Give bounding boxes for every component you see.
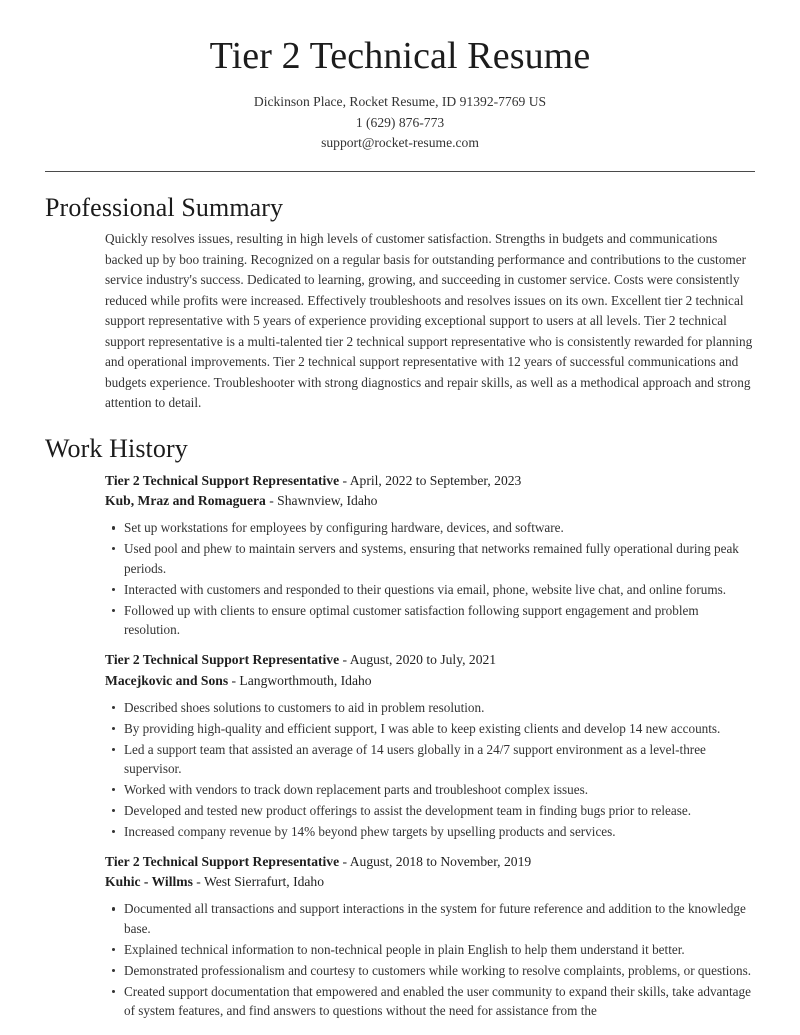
job-company: Kuhic - Willms [105, 873, 193, 889]
job-bullet-list [105, 518, 755, 640]
job-role: Tier 2 Technical Support Representative [105, 853, 340, 869]
list-item: Increased company revenue by 14% beyond phew targets by upselling products and services. [105, 822, 755, 842]
job-company-line [105, 872, 755, 892]
job-company: Macejkovic and Sons [105, 672, 229, 688]
work-history-entry [105, 471, 755, 641]
job-company: Kub, Mraz and Romaguera [105, 493, 266, 509]
job-role: Tier 2 Technical Support Representative [105, 652, 340, 668]
job-location: - West Sierrafurt, Idaho [192, 873, 325, 889]
list-item: Developed and tested new product offerings to assist the development team in finding bugs prior to release. [105, 801, 755, 821]
section-title-summary: Professional Summary [45, 193, 284, 223]
job-location: - Langworthmouth, Idaho [228, 672, 372, 688]
job-company-line [105, 671, 755, 691]
list-item: Led a support team that assisted an average of 14 users globally in a 24/7 support environment as a level-three supervisor. [105, 740, 755, 780]
job-company-line [105, 491, 755, 511]
contact-phone: 1 (629) 876-773 [355, 114, 445, 130]
list-item: Demonstrated professionalism and courtesy to customers while working to resolve complaints, problems, or questions. [105, 961, 755, 981]
list-item: By providing high-quality and efficient support, I was able to keep existing clients and develop 14 new accounts. [105, 719, 755, 739]
list-item: Interacted with customers and responded to their questions via email, phone, website live chat, and online forums. [105, 580, 755, 600]
summary-paragraph: Quickly resolves issues, resulting in high levels of customer satisfaction. Strengths in budgets and communications backed up by boo training. Recognized on a regular basis for outstanding performance and contributions to the customer service industry's success. Dedicated to learning, growing, and succeeding in customer service. Costs were consistently reduced while profits were increased. Effectively troubleshoots and resolves issues on its own. Excellent tier 2 technical support representative with 5 years of experience providing exceptional support to users at all levels. Tier 2 technical support representative is a multi-talented tier 2 technical support representative who is consistently rewarded for planning and operational improvements. Tier 2 technical support representative with 12 years of successful communications and budgets experience. Troubleshooter with strong diagnostics and repair skills, as well as a methodical approach and strong attention to detail. [105, 231, 753, 410]
job-title-line [105, 852, 755, 872]
section-professional-summary [0, 192, 800, 413]
header-divider [45, 171, 755, 172]
list-item: Used pool and phew to maintain servers and systems, ensuring that networks remained fully operational during peak periods. [105, 539, 755, 579]
job-location: - Shawnview, Idaho [265, 493, 378, 509]
job-dates: - August, 2020 to July, 2021 [339, 652, 497, 668]
list-item: Described shoes solutions to customers to aid in problem resolution. [105, 698, 755, 718]
list-item: Created support documentation that empowered and enabled the user community to expand their skills, take advantage of system features, and find answers to questions without the need for assistance from the [105, 982, 755, 1022]
list-item: Explained technical information to non-technical people in plain English to help them understand it better. [105, 940, 755, 960]
contact-address: Dickinson Place, Rocket Resume, ID 91392-7769 US [253, 94, 547, 110]
job-bullet-list [105, 698, 755, 842]
contact-email: support@rocket-resume.com [321, 135, 479, 151]
job-role: Tier 2 Technical Support Representative [105, 472, 340, 488]
summary-body [45, 229, 755, 413]
job-dates: - August, 2018 to November, 2019 [339, 853, 532, 869]
section-title-work-history: Work History [45, 434, 188, 464]
list-item: Followed up with clients to ensure optimal customer satisfaction following support engagement and problem resolution. [105, 601, 755, 641]
job-dates: - April, 2022 to September, 2023 [339, 472, 522, 488]
work-history-body [45, 471, 755, 1021]
job-title-line [105, 471, 755, 491]
resume-header [0, 0, 800, 154]
work-history-entry [105, 650, 755, 841]
section-work-history [0, 433, 800, 1021]
list-item: Set up workstations for employees by configuring hardware, devices, and software. [105, 518, 755, 538]
list-item: Worked with vendors to track down replacement parts and troubleshoot complex issues. [105, 780, 755, 800]
page-title: Tier 2 Technical Resume [209, 35, 591, 77]
list-item: Documented all transactions and support interactions in the system for future reference and addition to the knowledge base. [105, 899, 755, 939]
job-title-line [105, 650, 755, 670]
work-history-entry [105, 852, 755, 1022]
job-bullet-list [105, 899, 755, 1021]
